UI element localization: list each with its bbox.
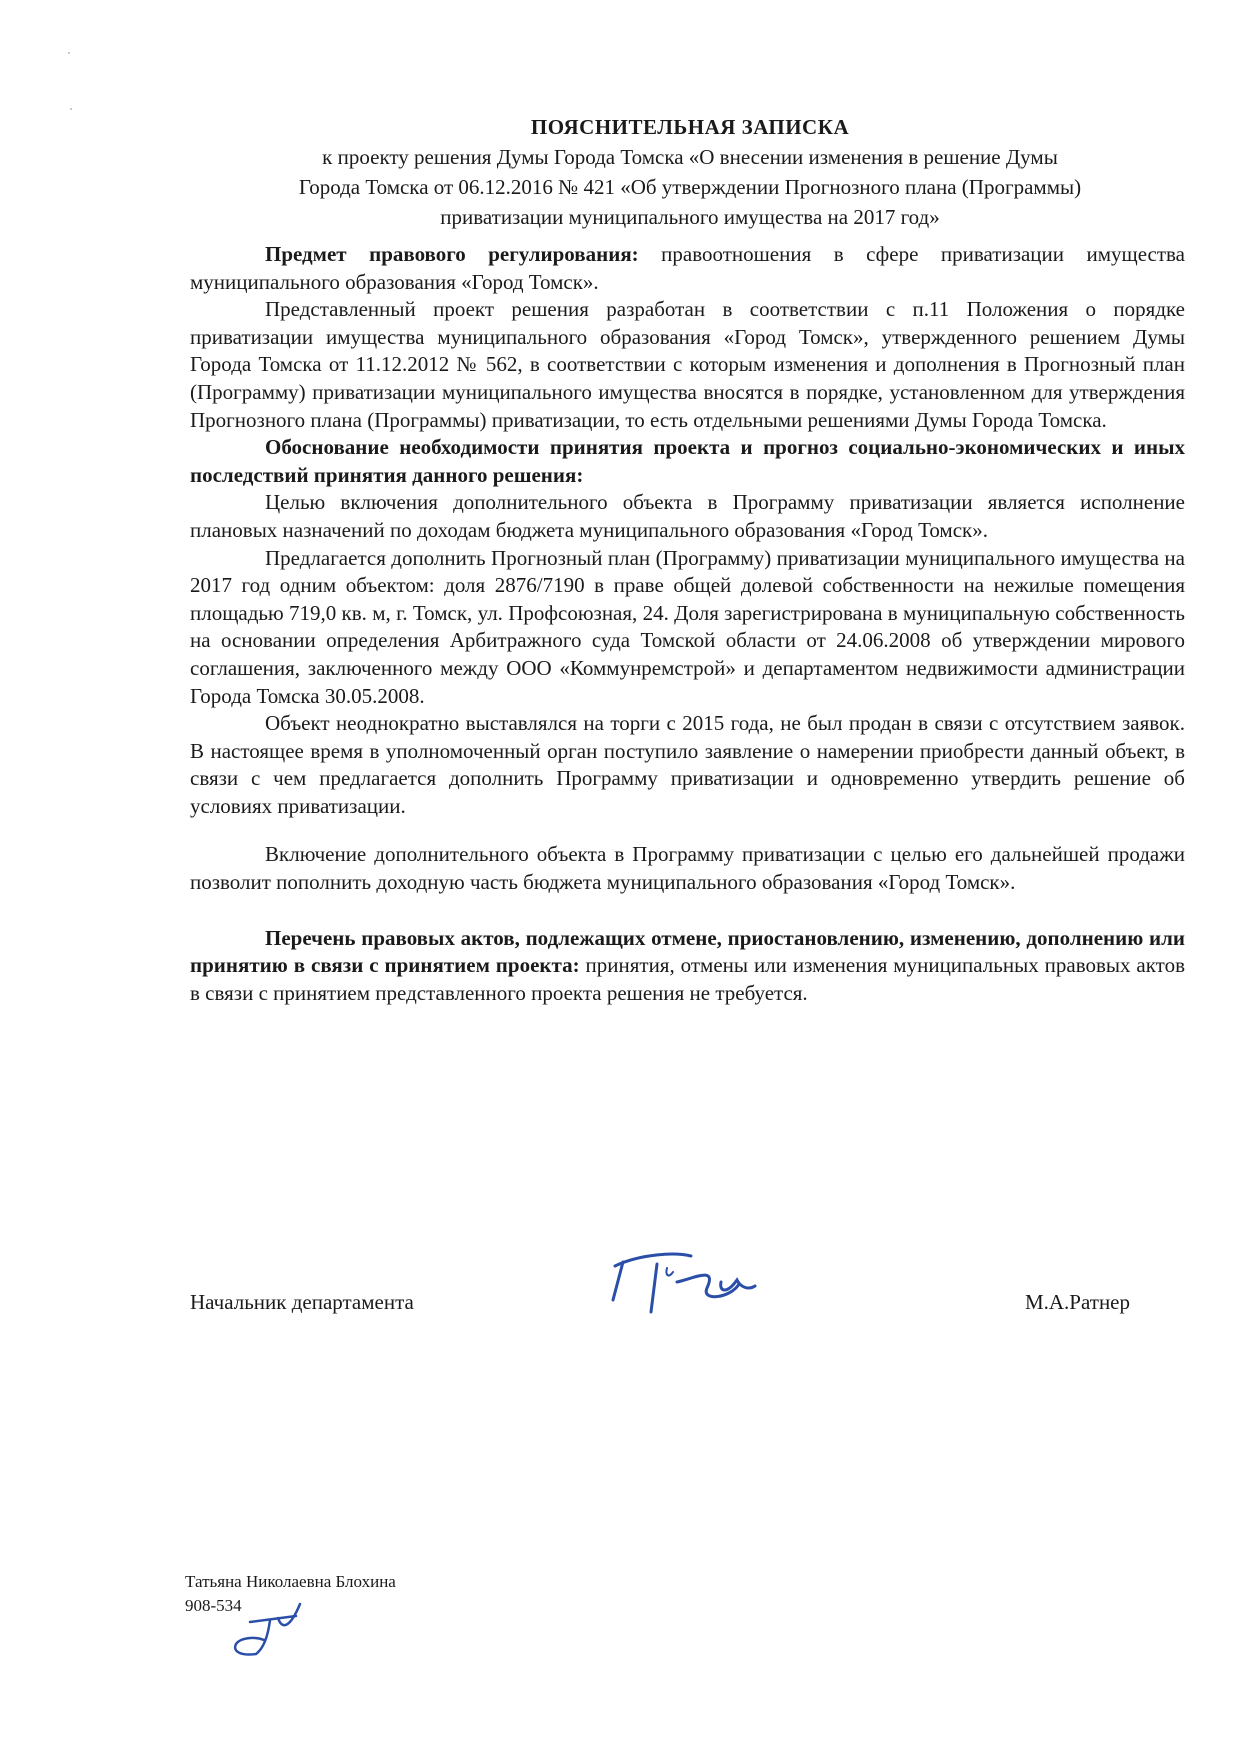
basis-paragraph: Представленный проект решения разработан в соответствии с п.11 Положения о порядке приватизации имущества муниципального образования «Город Томск», утвержденного решением Думы Города Томска от 11.12.2012 № 562, в соответствии с которым изменения и дополнения в Прогнозный план (Программу) приватизации муниципального имущества вносятся в порядке, установленном для утверждения Прогнозного плана (Программы) приватизации, то есть отдельными решениями Думы Города Томска. <box>190 297 1185 432</box>
subject-paragraph <box>190 241 1185 296</box>
acts-text: принятия, отмены или изменения муниципальных правовых актов в связи с принятием представленного проекта решения не требуется. <box>190 953 1185 1005</box>
executor-name: Татьяна Николаевна Блохина <box>185 1572 396 1591</box>
handwritten-initials-icon <box>220 1590 320 1660</box>
acts-label: Перечень правовых актов, подлежащих отмене, приостановлению, изменению, дополнению или принятию в связи с принятием проекта: <box>190 925 1185 978</box>
spacer <box>190 820 1185 841</box>
spacer <box>190 897 1185 925</box>
document-header <box>190 112 1190 232</box>
subject-label: Предмет правового регулирования: <box>265 242 639 266</box>
document-body <box>190 241 1185 1007</box>
effect-paragraph: Включение дополнительного объекта в Программу приватизации с целью его дальнейшей продажи позволит пополнить доходную часть бюджета муниципального образования «Город Томск». <box>190 842 1185 895</box>
signatory-name: М.А.Ратнер <box>1024 1290 1130 1314</box>
subject-text: правоотношения в сфере приватизации имущества муниципального образования «Город Томск». <box>190 242 1185 294</box>
document-subtitle-line: к проекту решения Думы Города Томска «О внесении изменения в решение Думы <box>322 145 1058 169</box>
justification-paragraph: Целью включения дополнительного объекта в Программу приватизации является исполнение плановых назначений по доходам бюджета муниципального образования «Город Томск». <box>190 490 1185 542</box>
scan-speck <box>68 52 70 54</box>
document-title: ПОЯСНИТЕЛЬНАЯ ЗАПИСКА <box>530 115 850 139</box>
justification-heading: Обоснование необходимости принятия проекта и прогноз социально-экономических и иных последствий принятия данного решения: <box>190 435 1185 487</box>
document-subtitle-line: Города Томска от 06.12.2016 № 421 «Об утверждении Прогнозного плана (Программы) <box>298 175 1082 199</box>
signatory-position: Начальник департамента <box>190 1290 414 1314</box>
document-subtitle-line: приватизации муниципального имущества на 2017 год» <box>440 205 940 229</box>
signature-block <box>190 1290 1130 1330</box>
justification-paragraph: Предлагается дополнить Прогнозный план (Программу) приватизации муниципального имущества на 2017 год одним объектом: доля 2876/7190 в праве общей долевой собственности на нежилые помещения площадью 719,0 кв. м, г. Томск, ул. Профсоюзная, 24. Доля зарегистрирована в муниципальную собственность на основании определения Арбитражного суда Томской области от 24.06.2008 об утверждении мирового соглашения, заключенного между ООО «Коммунремстрой» и департаментом недвижимости администрации Города Томска 30.05.2008. <box>190 545 1185 708</box>
handwritten-signature-icon <box>605 1242 775 1317</box>
justification-paragraph: Объект неоднократно выставлялся на торги с 2015 года, не был продан в связи с отсутствием заявок. В настоящее время в уполномоченный орган поступило заявление о намерении приобрести данный объект, в связи с чем предлагается дополнить Программу приватизации и одновременно утвердить решение об условиях приватизации. <box>190 711 1185 818</box>
acts-paragraph <box>190 925 1185 1008</box>
scan-speck <box>70 108 72 110</box>
executor-phone: 908-534 <box>185 1596 242 1615</box>
